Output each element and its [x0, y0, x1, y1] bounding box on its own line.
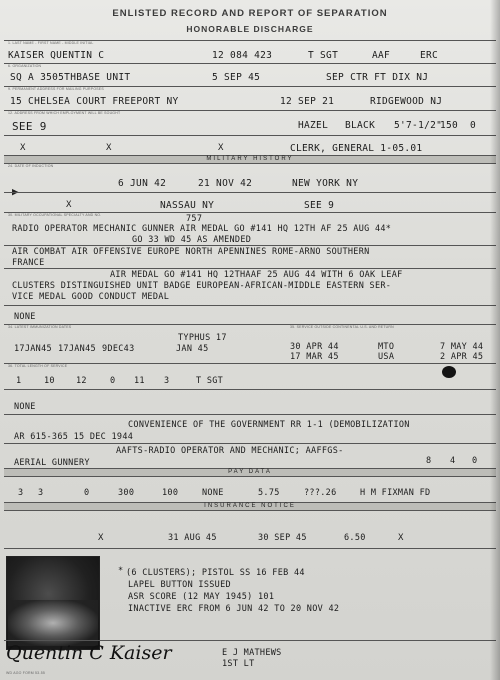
allotment-date: 31 AUG 45	[168, 533, 217, 543]
serial-number: 12 084 423	[212, 50, 273, 61]
component: ERC	[420, 50, 439, 61]
foreign-years: 0	[110, 376, 116, 386]
arrival-date-1: 7 MAY 44	[440, 342, 484, 352]
row-battles	[4, 245, 496, 246]
prior-service: NONE	[14, 402, 36, 412]
remarks-line-4: INACTIVE ERC FROM 6 JUN 42 TO 20 NOV 42	[128, 604, 340, 614]
label-departure: 35. SERVICE OUTSIDE CONTINENTAL U.S. AND RETURN	[290, 325, 394, 329]
immunization-other-type: TYPHUS 17	[178, 333, 227, 343]
service-schools: AAFTS-RADIO OPERATOR AND MECHANIC; AAFFGS-	[116, 446, 344, 456]
row-unit	[4, 63, 496, 64]
battles-line-1: AIR COMBAT AIR OFFENSIVE EUROPE NORTH APENNINES ROME-ARNO SOUTHERN	[12, 247, 370, 257]
organization: SQ A 3505THBASE UNIT	[10, 72, 131, 83]
decorations-line-3: VICE MEDAL GOOD CONDUCT MEDAL	[12, 292, 170, 302]
immunization-other-date: JAN 45	[176, 344, 209, 354]
marital-mark: X	[218, 143, 224, 153]
row-separation-reason	[4, 414, 496, 415]
typhoid-date: 17JAN45	[58, 344, 96, 354]
ink-blot	[442, 366, 456, 378]
home-at-entry: SEE 9	[304, 200, 335, 211]
travel-pay: 5.75	[258, 488, 280, 498]
document-title: ENLISTED RECORD AND REPORT OF SEPARATION	[112, 8, 388, 19]
foreign-days: 3	[164, 376, 170, 386]
insurance-band: INSURANCE NOTICE	[4, 502, 496, 511]
education-grammar: 8	[426, 456, 432, 466]
eye-color: HAZEL	[298, 120, 329, 131]
pay-months: 3	[38, 488, 44, 498]
specialty-line-1: RADIO OPERATOR MECHANIC GUNNER AIR MEDAL GO #141 HQ 12TH AF 25 AUG 44*	[12, 224, 392, 234]
separation-date: 5 SEP 45	[212, 72, 261, 83]
grade: T SGT	[308, 50, 339, 61]
induction-date: 6 JUN 42	[118, 178, 167, 189]
officer-rank: 1ST LT	[222, 659, 255, 669]
foreign-months: 11	[134, 376, 145, 386]
pay-data-band: PAY DATA	[4, 468, 496, 477]
pointer-arrow-icon: ▶	[12, 185, 19, 198]
cont-days: 12	[76, 376, 87, 386]
entry-place: NEW YORK NY	[292, 178, 359, 189]
document-subtitle: HONORABLE DISCHARGE	[186, 24, 314, 34]
row-race-occupation	[4, 135, 496, 136]
departure-date-1: 30 APR 44	[290, 342, 339, 352]
label-induction: 24. DATE OF INDUCTION	[8, 164, 54, 168]
signature-rule	[4, 640, 496, 641]
separation-reason-line-1: CONVENIENCE OF THE GOVERNMENT RR 1-1 (DEMOBILIZATION	[128, 420, 410, 430]
remarks-line-2: LAPEL BUTTON ISSUED	[128, 580, 231, 590]
destination-2: USA	[378, 352, 395, 362]
disbursing-officer: H M FIXMAN FD	[360, 488, 431, 498]
specialty-line-2: GO 33 WD 45 AS AMENDED	[132, 235, 252, 245]
civilian-occupation: CLERK, GENERAL 1-05.01	[290, 143, 423, 154]
wounds-value: NONE	[14, 312, 36, 322]
hair-color: BLACK	[345, 120, 376, 131]
arrival-date-2: 2 APR 45	[440, 352, 484, 362]
next-premium-date: 30 SEP 45	[258, 533, 307, 543]
row-schools	[4, 443, 496, 444]
remarks-line-1: (6 CLUSTERS); PISTOL SS 16 FEB 44	[126, 568, 305, 578]
departure-date-2: 17 MAR 45	[290, 352, 339, 362]
officer-name: E J MATHEWS	[222, 648, 282, 658]
label-immunization: 34. LATEST IMMUNIZATION DATES	[8, 325, 72, 329]
cont-months: 10	[44, 376, 55, 386]
entry-address: NASSAU NY	[160, 200, 215, 211]
citizen-mark: X	[106, 143, 112, 153]
cont-years: 1	[16, 376, 22, 386]
race-mark: X	[20, 143, 26, 153]
pay-days: 0	[84, 488, 90, 498]
page-edge-shadow	[490, 0, 500, 680]
dependents: 0	[470, 120, 477, 131]
enlistment-date: 21 NOV 42	[198, 178, 253, 189]
highest-grade: T SGT	[196, 376, 224, 386]
label-employment: 12. ADDRESS FROM WHICH EMPLOYMENT WILL BE SOUGHT	[8, 111, 121, 115]
name-value: KAISER QUENTIN C	[8, 50, 105, 61]
decorations-line-2: CLUSTERS DISTINGUISHED UNIT BADGE EUROPEAN-AFRICAN-MIDDLE EASTERN SER-	[12, 281, 392, 291]
longevity-years: 3	[18, 488, 24, 498]
premium-amount: 6.50	[344, 533, 366, 543]
row-selective-service	[4, 192, 496, 193]
separation-place: SEP CTR FT DIX NJ	[326, 72, 429, 83]
employment-address: SEE 9	[12, 120, 47, 133]
selective-service-mark: X	[66, 200, 72, 210]
remarks-line-3: ASR SCORE (12 MAY 1945) 101	[128, 592, 275, 602]
total-amount: ???.26	[304, 488, 337, 498]
specialty-number: 757	[186, 214, 203, 224]
form-number: WD AGO FORM 53-55	[6, 671, 45, 675]
label-name: 1. LAST NAME - FIRST NAME - MIDDLE INITIAL	[8, 41, 94, 45]
row-immunization	[4, 324, 496, 325]
military-history-band: MILITARY HISTORY	[4, 155, 496, 164]
row-service-length	[4, 363, 496, 364]
soldier-signature: Quentin C Kaiser	[6, 642, 172, 664]
service-schools-2: AERIAL GUNNERY	[14, 458, 90, 468]
row-decorations	[4, 268, 496, 269]
education-college: 0	[472, 456, 478, 466]
birth-place: RIDGEWOOD NJ	[370, 96, 443, 107]
tetanus-date: 9DEC43	[102, 344, 135, 354]
destination-1: MTO	[378, 342, 395, 352]
row-prior-service	[4, 389, 496, 390]
remarks-bullet: *	[118, 566, 124, 576]
decorations-line-1: AIR MEDAL GO #141 HQ 12THAAF 25 AUG 44 WITH 6 OAK LEAF	[110, 270, 403, 280]
insurance-mark-2: X	[398, 533, 404, 543]
arm-or-service: AAF	[372, 50, 391, 61]
smallpox-date: 17JAN45	[14, 344, 52, 354]
this-payment: 100	[162, 488, 179, 498]
separation-reason-line-2: AR 615-365 15 DEC 1944	[14, 432, 134, 442]
education-high: 4	[450, 456, 456, 466]
soldier-deposits: NONE	[202, 488, 224, 498]
row-remarks	[4, 548, 496, 549]
label-address: 9. PERMANENT ADDRESS FOR MAILING PURPOSES	[8, 87, 104, 91]
height: 5'7-1/2"	[394, 120, 443, 131]
label-unit: 6. ORGANIZATION	[8, 64, 42, 68]
weight: 150	[440, 120, 459, 131]
mustering-out-pay: 300	[118, 488, 135, 498]
battles-line-2: FRANCE	[12, 258, 45, 268]
birth-date: 12 SEP 21	[280, 96, 335, 107]
permanent-address: 15 CHELSEA COURT FREEPORT NY	[10, 96, 179, 107]
row-wounds	[4, 305, 496, 306]
label-service-length: 36. TOTAL LENGTH OF SERVICE	[8, 364, 68, 368]
label-specialty: 30. MILITARY OCCUPATIONAL SPECIALTY AND NO.	[8, 213, 102, 217]
insurance-mark-1: X	[98, 533, 104, 543]
